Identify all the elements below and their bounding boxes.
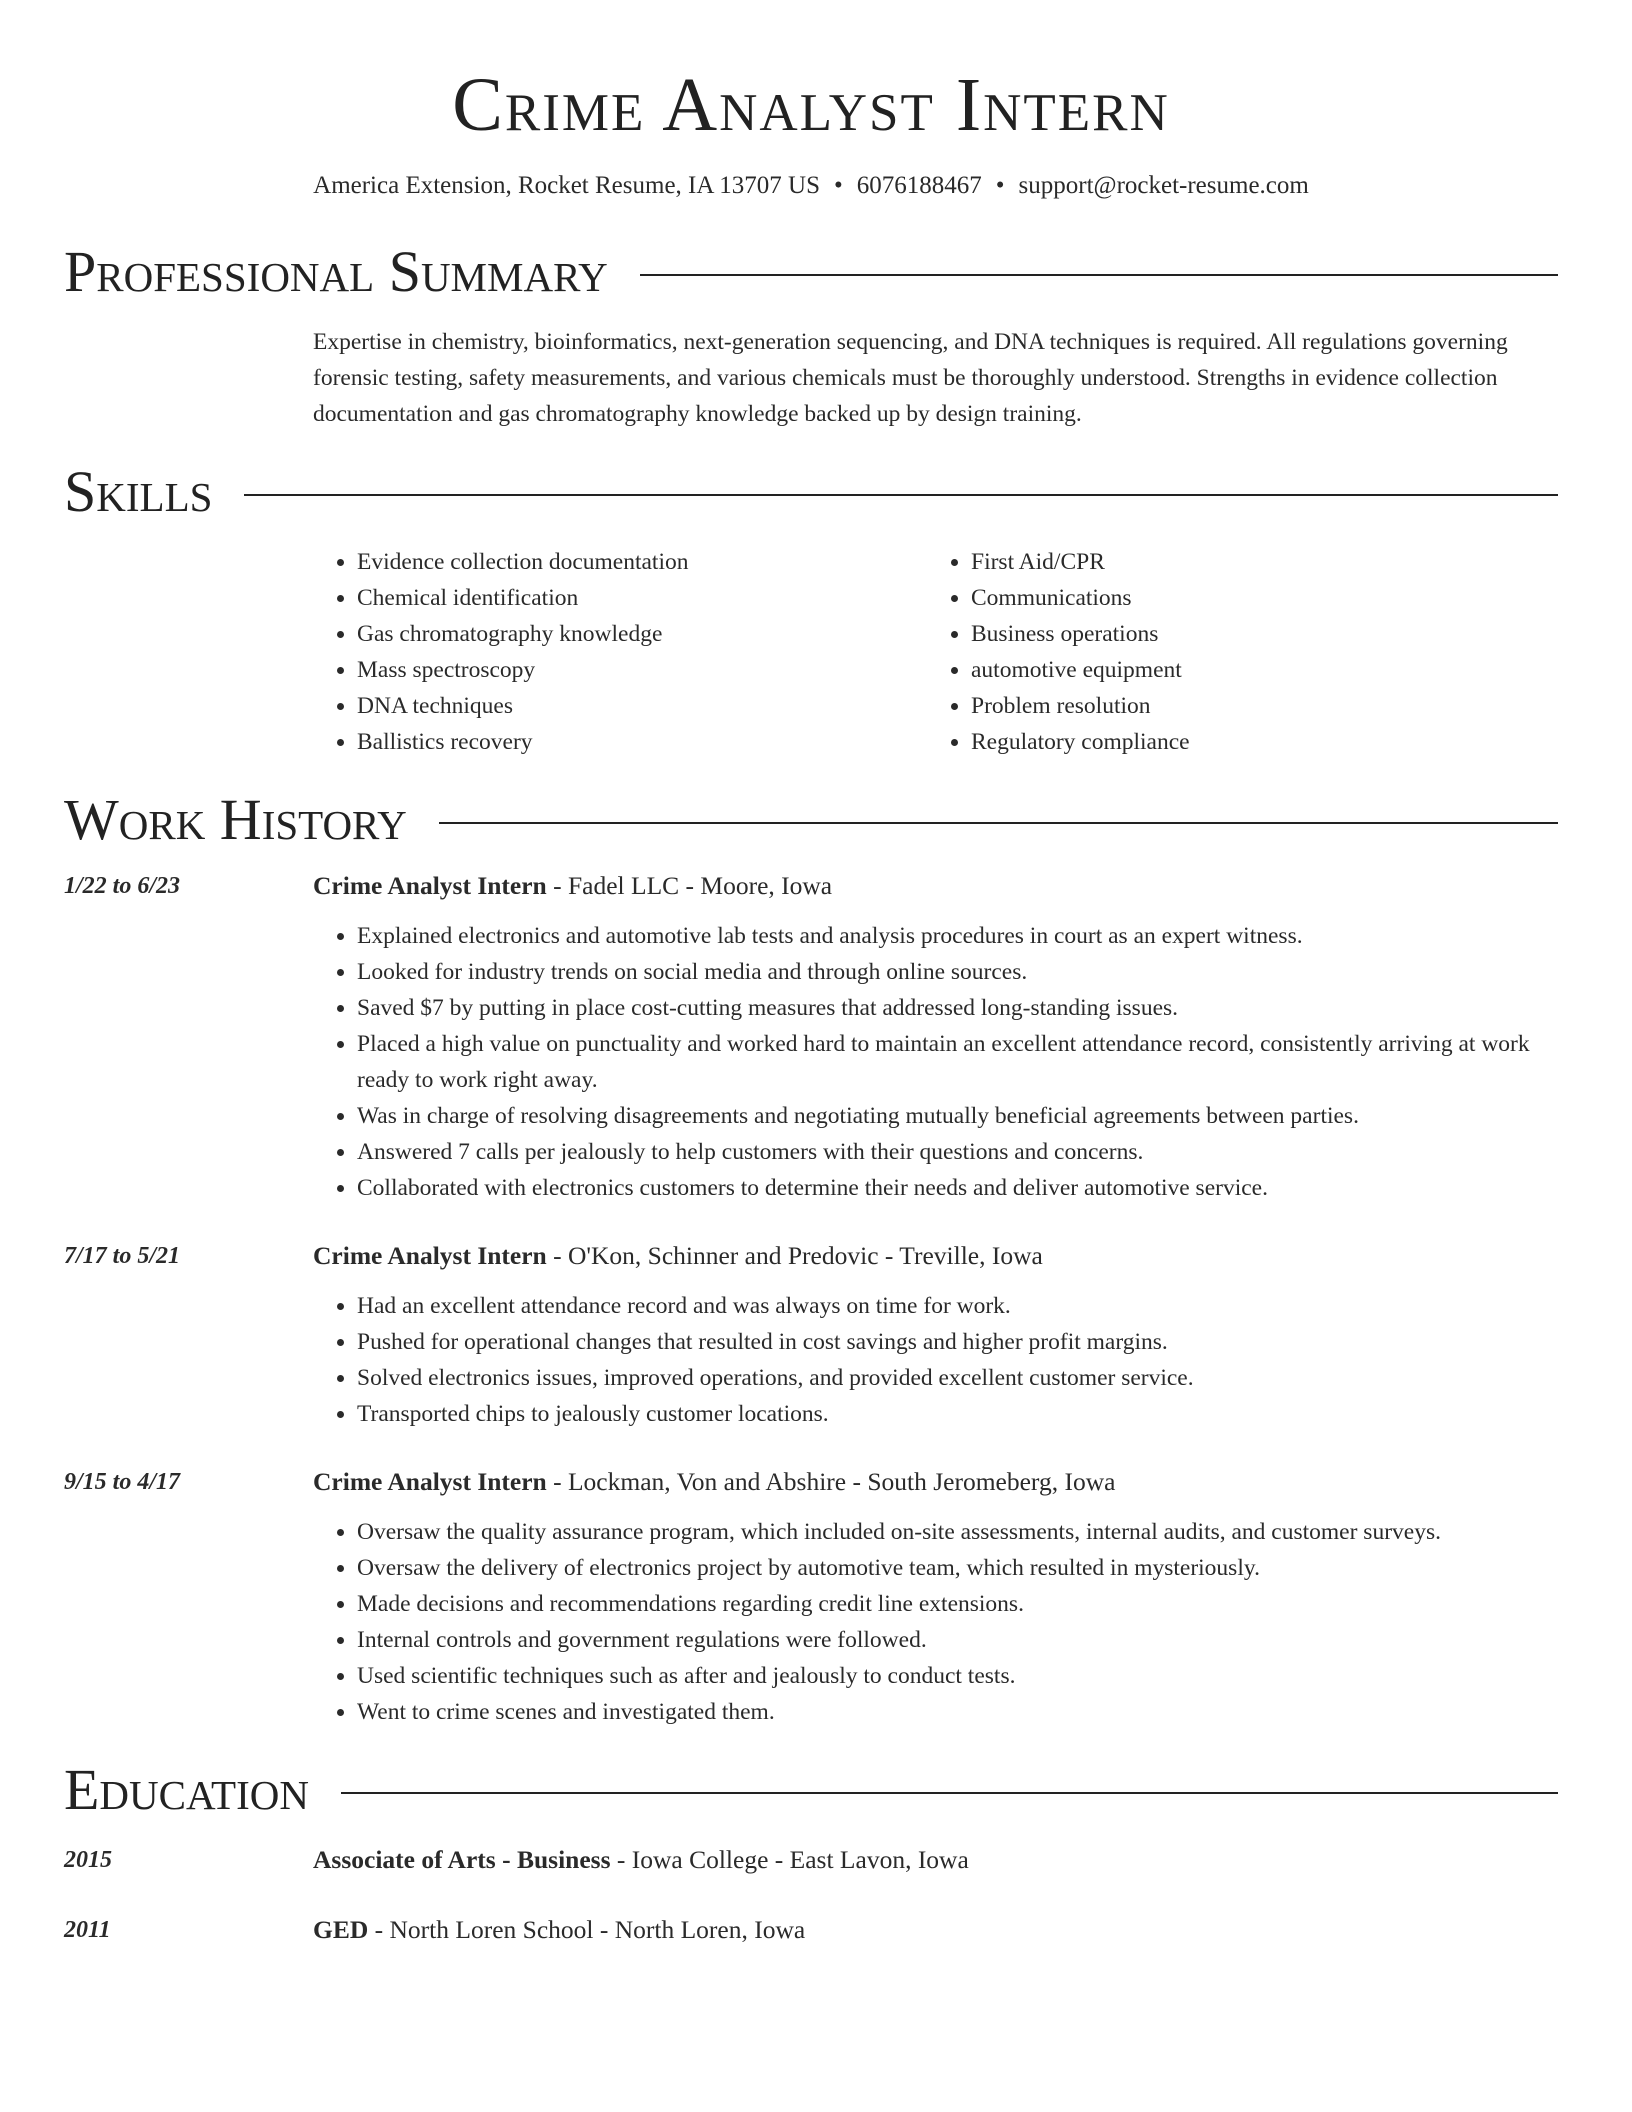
summary-text: Expertise in chemistry, bioinformatics, next-generation sequencing, and DNA techniques is required. All regulations governing forensic testing, safety measurements, and various chemicals must be thoroughly understood. Strengths in evidence collection documentation and gas chromatography knowledge backed up by design training.	[313, 329, 1508, 427]
education-year: 2015	[64, 1847, 112, 1873]
skill-item: • Mass spectroscopy	[357, 652, 927, 688]
job-bullet: • Answered 7 calls per jealously to help customers with their questions and concerns.	[357, 1134, 1558, 1170]
skill-item: • Problem resolution	[971, 688, 1541, 724]
job-entry	[64, 1464, 1558, 1730]
job-bullet: • Internal controls and government regulations were followed.	[357, 1622, 1558, 1658]
job-employer: - O'Kon, Schinner and Predovic - Treville, Iowa	[546, 1241, 1043, 1270]
education-degree: Associate of Arts - Business	[313, 1845, 611, 1874]
job-dates: 9/15 to 4/17	[64, 1469, 181, 1495]
job-entry	[64, 1238, 1558, 1432]
skills-column-left	[313, 544, 927, 760]
job-bullet: • Had an excellent attendance record and was always on time for work.	[357, 1288, 1558, 1324]
education-heading: Education	[64, 1757, 309, 1822]
job-bullet: • Pushed for operational changes that resulted in cost savings and higher profit margins.	[357, 1324, 1558, 1360]
job-bullet: • Was in charge of resolving disagreements and negotiating mutually beneficial agreements between parties.	[357, 1098, 1558, 1134]
skill-item: • Business operations	[971, 616, 1541, 652]
education-school: - Iowa College - East Lavon, Iowa	[610, 1845, 969, 1874]
work-section-header	[64, 787, 1558, 852]
skill-item: • Regulatory compliance	[971, 724, 1541, 760]
job-bullet: • Solved electronics issues, improved operations, and provided excellent customer service.	[357, 1360, 1558, 1396]
job-bullet: • Placed a high value on punctuality and worked hard to maintain an excellent attendance record, consistently arriving at work ready to work right away.	[357, 1026, 1558, 1098]
contact-phone: 6076188467	[856, 172, 982, 199]
job-title: Crime Analyst Intern	[313, 1467, 547, 1496]
skill-item: • First Aid/CPR	[971, 544, 1541, 580]
skill-item: • DNA techniques	[357, 688, 927, 724]
contact-email: support@rocket-resume.com	[1018, 172, 1309, 199]
job-bullet: • Made decisions and recommendations regarding credit line extensions.	[357, 1586, 1558, 1622]
job-bullet: • Oversaw the delivery of electronics project by automotive team, which resulted in mysteriously.	[357, 1550, 1558, 1586]
education-entry	[64, 1842, 1558, 1878]
job-bullets	[313, 1288, 1558, 1432]
job-bullet: • Went to crime scenes and investigated them.	[357, 1694, 1558, 1730]
job-bullet: • Collaborated with electronics customers to determine their needs and deliver automotive service.	[357, 1170, 1558, 1206]
skill-item: • Gas chromatography knowledge	[357, 616, 927, 652]
education-entry	[64, 1912, 1558, 1948]
job-entry	[64, 868, 1558, 1206]
section-divider	[640, 274, 1558, 276]
job-bullets	[313, 918, 1558, 1206]
job-bullet: • Explained electronics and automotive lab tests and analysis procedures in court as an expert witness.	[357, 918, 1558, 954]
job-title: Crime Analyst Intern	[313, 1241, 547, 1270]
work-heading: Work History	[64, 787, 407, 852]
education-year: 2011	[64, 1917, 111, 1943]
section-divider	[341, 1792, 1558, 1794]
resume-page	[64, 0, 1558, 1948]
job-bullets	[313, 1514, 1558, 1730]
job-header	[64, 1464, 1558, 1500]
job-header	[64, 1238, 1558, 1274]
skill-item: • Chemical identification	[357, 580, 927, 616]
job-bullet: • Oversaw the quality assurance program, which included on-site assessments, internal audits, and customer surveys.	[357, 1514, 1558, 1550]
job-dates: 1/22 to 6/23	[64, 873, 181, 899]
education-section-header	[64, 1757, 1558, 1822]
skill-item: • Evidence collection documentation	[357, 544, 927, 580]
job-employer: - Fadel LLC - Moore, Iowa	[546, 871, 833, 900]
job-dates: 7/17 to 5/21	[64, 1243, 181, 1269]
summary-section-header	[64, 239, 1558, 304]
job-bullet: • Looked for industry trends on social media and through online sources.	[357, 954, 1558, 990]
skill-item: • Ballistics recovery	[357, 724, 927, 760]
candidate-name: Crime Analyst Intern	[452, 63, 1170, 147]
job-bullet: • Transported chips to jealously customer locations.	[357, 1396, 1558, 1432]
skills-heading: Skills	[64, 459, 213, 524]
section-divider	[439, 822, 1558, 824]
education-school: - North Loren School - North Loren, Iowa	[368, 1915, 806, 1944]
contact-separator: •	[834, 172, 843, 199]
contact-line	[64, 170, 1558, 202]
job-bullet: • Used scientific techniques such as after and jealously to conduct tests.	[357, 1658, 1558, 1694]
skills-list	[313, 544, 1558, 760]
contact-separator: •	[995, 172, 1005, 199]
contact-address: America Extension, Rocket Resume, IA 13707 US	[313, 172, 821, 199]
skills-column-right	[927, 544, 1541, 760]
skill-item: • Communications	[971, 580, 1541, 616]
job-header	[64, 868, 1558, 904]
summary-heading: Professional Summary	[64, 239, 608, 304]
job-bullet: • Saved $7 by putting in place cost-cutting measures that addressed long-standing issues.	[357, 990, 1558, 1026]
job-employer: - Lockman, Von and Abshire - South Jeromeberg, Iowa	[546, 1467, 1116, 1496]
education-degree: GED	[313, 1915, 369, 1944]
section-divider	[244, 494, 1558, 496]
skill-item: • automotive equipment	[971, 652, 1541, 688]
job-title: Crime Analyst Intern	[313, 871, 547, 900]
skills-section-header	[64, 459, 1558, 524]
